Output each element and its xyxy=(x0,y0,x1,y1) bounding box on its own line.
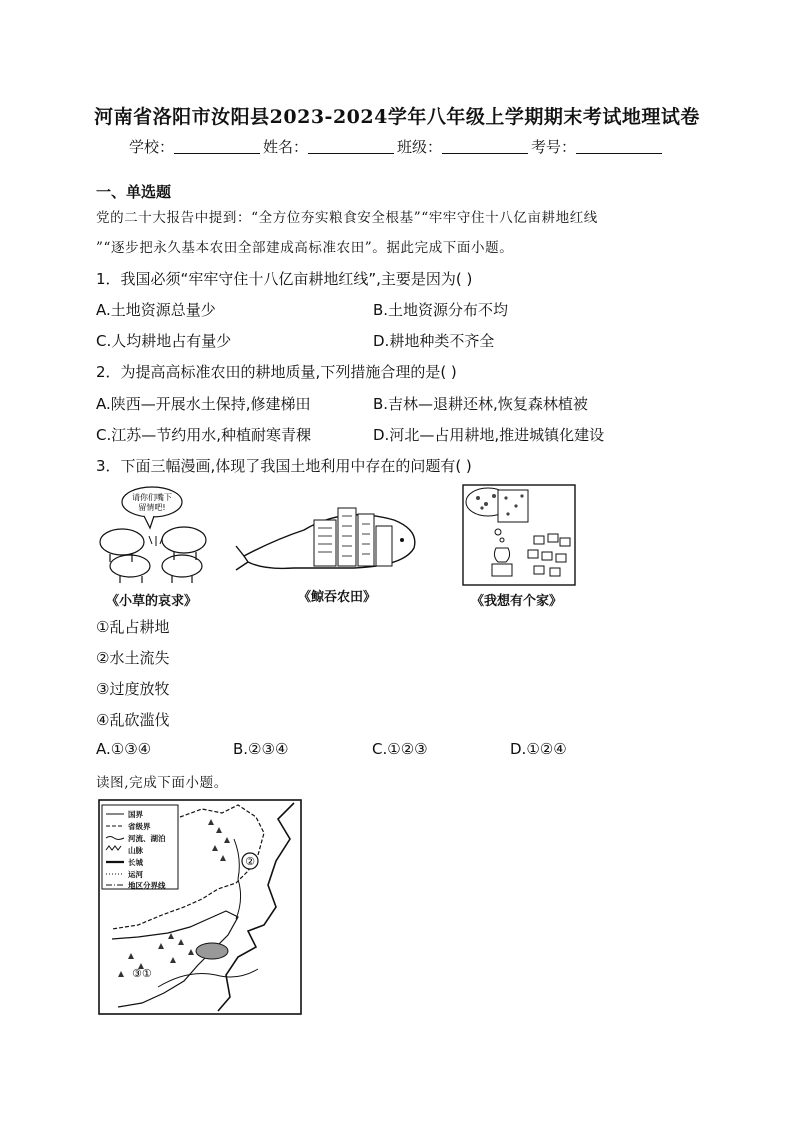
legend-region-boundary: 地区分界线 xyxy=(128,881,166,890)
map-label-3-1: ③① xyxy=(132,967,152,980)
cartoon-grass-plea xyxy=(96,484,218,584)
q2-option-b[interactable]: B.吉林—退耕还林,恢复森林植被 xyxy=(373,395,588,413)
school-label: 学校： xyxy=(128,138,174,156)
school-blank[interactable] xyxy=(174,139,260,154)
page-title: 河南省洛阳市汝阳县2023-2024学年八年级上学期期末考试地理试卷 xyxy=(94,106,700,128)
q1-option-d[interactable]: D.耕地种类不齐全 xyxy=(373,332,495,350)
q1-option-c[interactable]: C.人均耕地占有量少 xyxy=(96,332,232,350)
q1-option-b[interactable]: B.土地资源分布不均 xyxy=(373,301,509,319)
cartoon-1-caption: 《小草的哀求》 xyxy=(106,594,198,609)
map-label-2: ② xyxy=(245,855,255,868)
number-label: 考号： xyxy=(531,138,577,156)
cartoon-3-caption: 《我想有个家》 xyxy=(471,594,563,609)
section-heading: 一、单选题 xyxy=(96,183,172,201)
cartoon-speech-line-1: 请你们嘴下 xyxy=(132,493,172,502)
legend-mountains: 山脉 xyxy=(128,846,143,855)
legend-great-wall: 长城 xyxy=(128,858,143,867)
read-map-prompt: 读图,完成下面小题。 xyxy=(96,775,228,791)
number-blank[interactable] xyxy=(576,139,662,154)
region-map xyxy=(98,799,302,1015)
student-info-line xyxy=(0,136,794,157)
q3-item-1: ①乱占耕地 xyxy=(96,618,170,636)
q3-option-d[interactable]: D.①②④ xyxy=(510,740,567,758)
class-label: 班级： xyxy=(397,138,443,156)
q2-stem: 2．为提高高标准农田的耕地质量,下列措施合理的是( ) xyxy=(96,363,457,381)
q2-option-a[interactable]: A.陕西—开展水土保持,修建梯田 xyxy=(96,395,311,413)
q3-option-c[interactable]: C.①②③ xyxy=(372,740,428,758)
class-blank[interactable] xyxy=(442,139,528,154)
cartoon-i-want-a-home xyxy=(462,484,576,586)
cartoon-2-caption: 《鲸吞农田》 xyxy=(298,590,377,605)
legend-provincial-border: 省级界 xyxy=(128,822,151,831)
cartoon-whale-farmland xyxy=(234,500,424,580)
q2-option-c[interactable]: C.江苏—节约用水,种植耐寒青稞 xyxy=(96,426,312,444)
legend-canal: 运河 xyxy=(128,870,143,879)
name-label: 姓名： xyxy=(262,138,308,156)
legend-national-border: 国界 xyxy=(128,810,143,819)
q1-stem: 1．我国必须“牢牢守住十八亿亩耕地红线”,主要是因为( ) xyxy=(96,270,473,288)
passage-line-1: 党的二十大报告中提到：“全方位夯实粮食安全根基”“牢牢守住十八亿亩耕地红线 xyxy=(96,210,598,226)
q2-option-d[interactable]: D.河北—占用耕地,推进城镇化建设 xyxy=(373,426,605,444)
passage-line-2: ”“逐步把永久基本农田全部建成高标准农田”。据此完成下面小题。 xyxy=(96,240,514,256)
cartoon-speech-line-2: 留情吧! xyxy=(138,503,166,512)
q3-item-3: ③过度放牧 xyxy=(96,680,170,698)
q3-stem: 3．下面三幅漫画,体现了我国土地利用中存在的问题有( ) xyxy=(96,457,472,475)
q3-item-2: ②水土流失 xyxy=(96,649,170,667)
legend-rivers-lakes: 河流、湖泊 xyxy=(128,834,166,843)
q3-option-a[interactable]: A.①③④ xyxy=(96,740,152,758)
q1-option-a[interactable]: A.土地资源总量少 xyxy=(96,301,216,319)
q3-option-b[interactable]: B.②③④ xyxy=(233,740,289,758)
name-blank[interactable] xyxy=(308,139,394,154)
q3-item-4: ④乱砍滥伐 xyxy=(96,711,170,729)
